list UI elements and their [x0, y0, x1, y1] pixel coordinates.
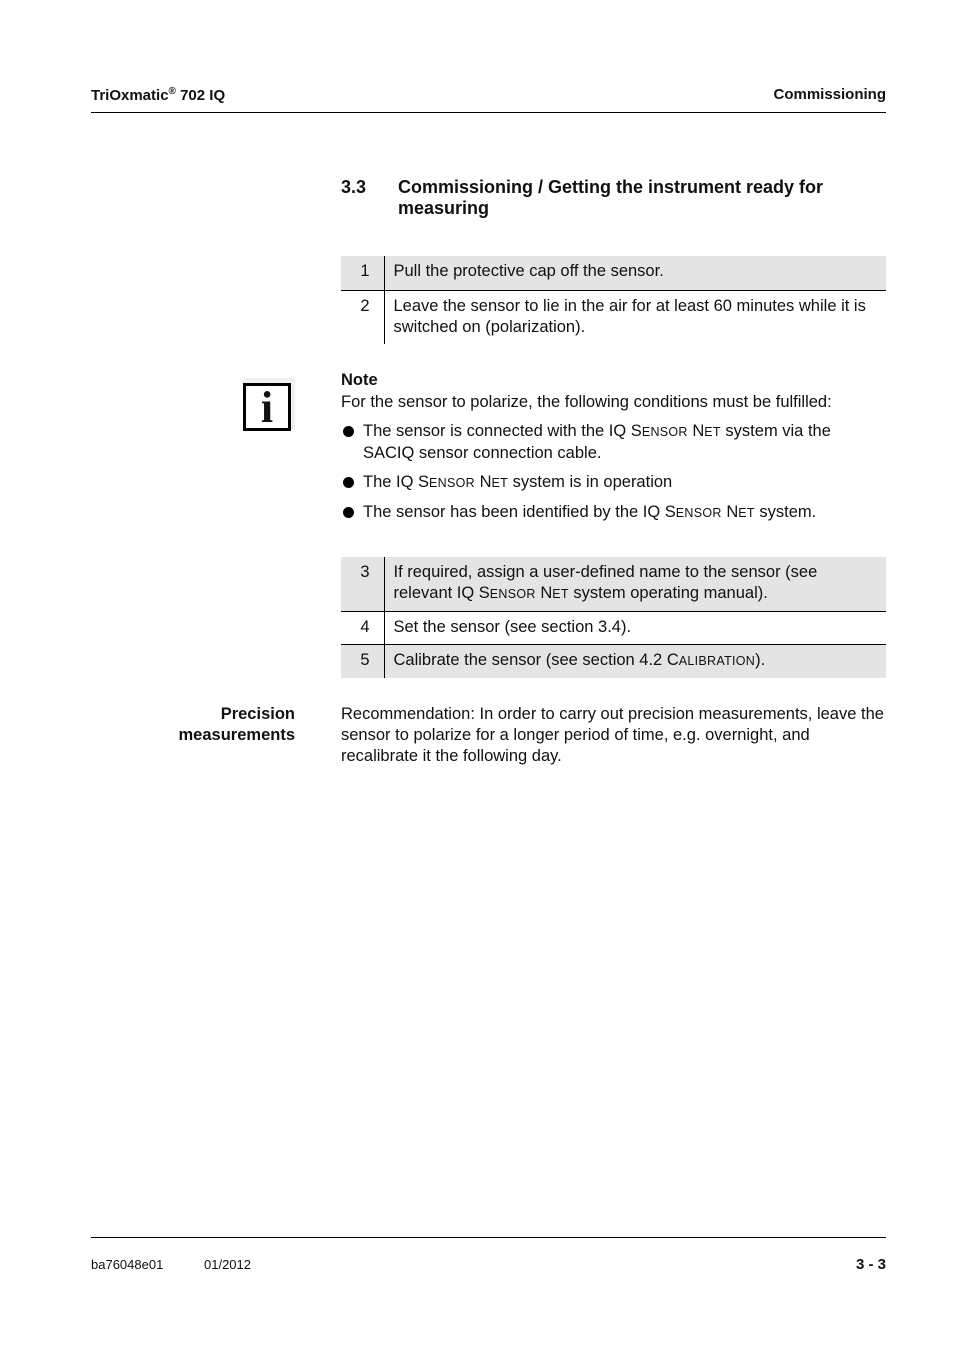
footer-divider — [91, 1237, 886, 1238]
footer-page-number: 3 - 3 — [855, 1256, 886, 1273]
section-title: Commissioning / Getting the instrument ready for measuring — [398, 177, 824, 218]
note-title: Note — [341, 371, 378, 389]
list-item: The IQ SENSOR NET system is in operation — [341, 472, 886, 494]
precision-text: Recommendation: In order to carry out precision measurements, leave the sensor to polarize for a longer period of time, e.g. overnight, and recalibrate it the following day. — [341, 705, 884, 765]
step-text: Leave the sensor to lie in the air for at least 60 minutes while it is switched on (polarization). — [384, 290, 886, 344]
footer-doc-id: ba76048e01 — [91, 1257, 164, 1272]
step-row — [341, 612, 886, 645]
step-number: 5 — [341, 645, 384, 679]
header-chapter: Commissioning — [773, 86, 886, 103]
list-item: The sensor has been identified by the IQ SENSOR NET system. — [341, 502, 886, 524]
step-text: Pull the protective cap off the sensor. — [384, 256, 886, 290]
step-number: 1 — [341, 256, 384, 290]
step-row — [341, 290, 886, 344]
step-number: 3 — [341, 557, 384, 612]
step-row — [341, 557, 886, 612]
note-conditions-list — [341, 421, 886, 532]
precision-label: Precision measurements — [178, 705, 295, 744]
footer-date: 01/2012 — [204, 1257, 251, 1272]
list-item: The sensor is connected with the IQ SENSOR NET system via the SACIQ sensor connection cable. — [341, 421, 886, 464]
step-row — [341, 645, 886, 679]
info-icon: i — [243, 378, 295, 430]
bullet-icon — [343, 426, 354, 437]
steps-table-1 — [341, 256, 886, 344]
bullet-icon — [343, 477, 354, 488]
bullet-icon — [343, 507, 354, 518]
step-row — [341, 256, 886, 290]
step-number: 4 — [341, 612, 384, 645]
steps-table-2 — [341, 557, 886, 678]
header-divider — [91, 112, 886, 113]
step-text: If required, assign a user-defined name to the sensor (see relevant IQ SENSOR NET system operating manual). — [384, 557, 886, 612]
step-text: Set the sensor (see section 3.4). — [384, 612, 886, 645]
step-text: Calibrate the sensor (see section 4.2 CALIBRATION). — [384, 645, 886, 679]
note-intro: For the sensor to polarize, the following conditions must be fulfilled: — [341, 393, 832, 411]
section-number: 3.3 — [341, 177, 367, 197]
step-number: 2 — [341, 290, 384, 344]
header-product: TriOxmatic® 702 IQ — [91, 86, 226, 104]
